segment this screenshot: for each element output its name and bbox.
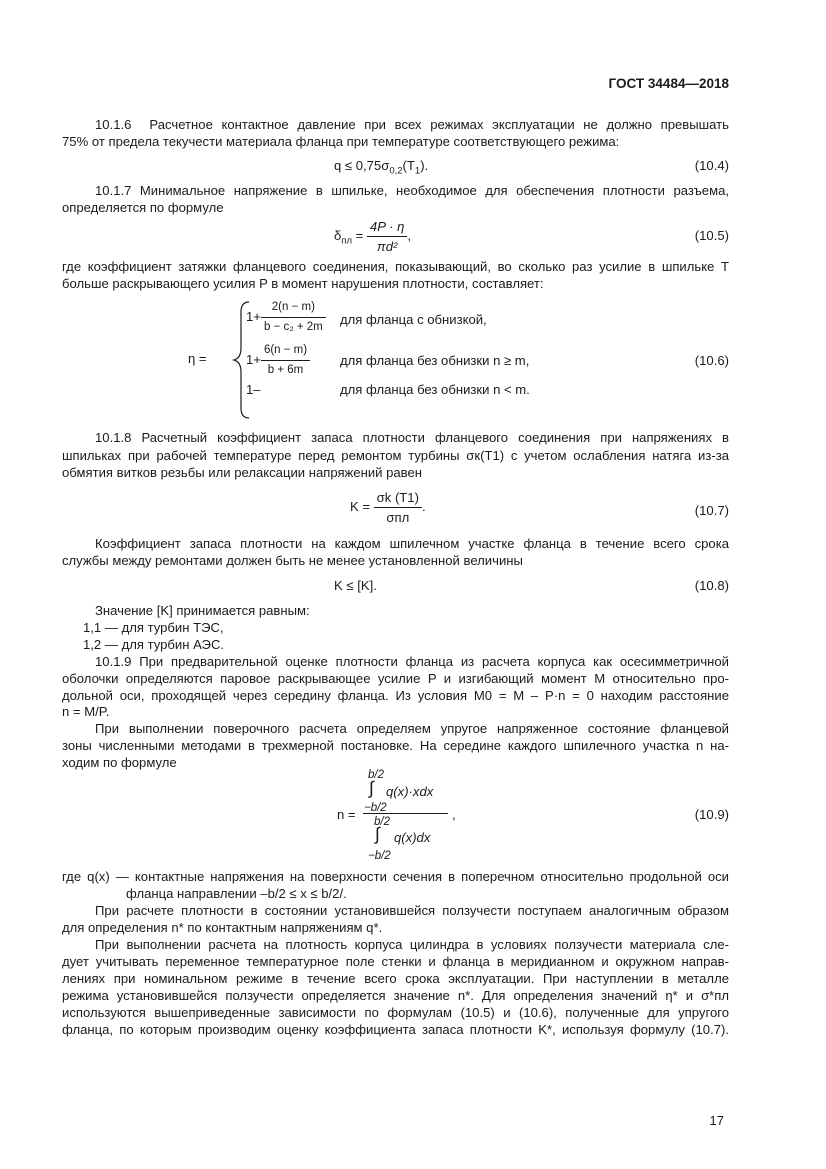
document-code: ГОСТ 34484—2018: [608, 76, 729, 91]
equation-10-6-lhs: η =: [188, 351, 207, 366]
para-creep-line2: для определения n* по контактным напряжениям q*.: [62, 920, 383, 935]
para-final-line3: лениях при номинальном режиме в течение всего срока эксплуатации. При наступлении в металле: [62, 971, 729, 986]
value-k-aes: 1,2 — для турбин АЭС.: [83, 637, 225, 652]
para-10-1-9-line3: дольной оси, проходящей через середину фланца. Из условия M0 = M – P·n = 0 находим расстояние: [62, 688, 729, 703]
equation-10-9-lhs: n =: [337, 807, 356, 822]
para-10-1-9-line4: n = M/P.: [62, 704, 110, 719]
integral2-body: q(x)dx: [394, 830, 431, 845]
equation-number-10-4: (10.4): [694, 158, 729, 173]
equation-10-6-case2: 1+ $\frac{6(n - m)}{b + 6m}$: [246, 342, 310, 379]
integral1-icon: ∫: [369, 778, 374, 798]
para-final-line6: фланца, по которым производим оценку коэффициента запаса плотности K*, используя формулу (10.7).: [62, 1022, 729, 1037]
equation-number-10-9: (10.9): [694, 807, 729, 822]
integral1-upper: b/2: [368, 769, 384, 781]
para-10-1-9-line2: оболочки определяются паровое раскрывающее усилие P и изгибающий момент M относительно про-: [62, 671, 729, 686]
integral2-upper: b/2: [374, 816, 390, 828]
para-where-line1: где коэффициент затяжки фланцевого соединения, показывающий, во сколько раз усилие в шпильке T: [62, 259, 729, 274]
value-k-intro: Значение [K] принимается равным:: [95, 603, 310, 618]
para-10-1-8-line1: 10.1.8 Расчетный коэффициент запаса плотности фланцевого соединения при напряжениях в: [95, 430, 729, 445]
para-check-line3: ходим по формуле: [62, 755, 177, 770]
para-check-line2: зоны численными методами в трехмерной постановке. На середине каждого шпилечного участка n на-: [62, 738, 729, 753]
para-check-line1: При выполнении поверочного расчета определяем упругое напряженное состояние фланцевой: [95, 721, 729, 736]
para-10-1-7-line2: определяется по формуле: [62, 200, 224, 215]
para-final-line5: используются вышеприведенные зависимости по формулам (10.5) и (10.6), полученные для упругого: [62, 1005, 729, 1020]
equation-10-8: K ≤ [K].: [334, 578, 377, 593]
equation-10-9-tail: ,: [452, 807, 456, 822]
equation-number-10-8: (10.8): [694, 578, 729, 593]
equation-10-6-cond3: для фланца без обнизки n < m.: [340, 382, 530, 397]
para-final-line2: дует учитывать переменное температурное поле стенки и фланца в меридианном и окружном направ-: [62, 954, 729, 969]
equation-number-10-7: (10.7): [694, 503, 729, 518]
para-10-1-9-line1: 10.1.9 При предварительной оценке плотности фланца из расчета корпуса как осесимметричной: [95, 654, 729, 669]
para-qx-line1: где q(x) — контактные напряжения на поверхности сечения в поперечном относительно продольной оси: [62, 869, 729, 884]
para-final-line4: режима установившейся ползучести определяется значение n*. Для определения значений η* и σ*пл: [62, 988, 729, 1003]
para-10-1-6-line1: 10.1.6 Расчетное контактное давление при всех режимах эксплуатации не должно превышать: [95, 117, 729, 132]
para-qx-line2: фланца направлении –b/2 ≤ x ≤ b/2/.: [126, 886, 347, 901]
equation-10-6-cond2: для фланца без обнизки n ≥ m,: [340, 353, 530, 368]
equation-10-5: $\delta_{пл}$ = $\frac{4P \cdot \eta}{\text{πd²}}$ ,: [334, 219, 411, 254]
para-10-1-8-line3: обмятия витков резьбы или релаксации напряжений равен: [62, 465, 422, 480]
integral2-lower: −b/2: [368, 850, 391, 862]
para-margin-line2: службы между ремонтами должен быть не менее установленной величины: [62, 553, 523, 568]
integral1-lower: −b/2: [364, 802, 387, 814]
para-10-1-8-line2: шпильках при рабочей температуре перед ремонтом турбины σк(T1) с учетом ослабления натяга из-за: [62, 448, 729, 463]
para-10-1-6-line2: 75% от предела текучести материала фланца при температуре соответствующего режима:: [62, 134, 620, 149]
page-number: 17: [709, 1113, 724, 1128]
para-margin-line1: Коэффициент запаса плотности на каждом шпилечном участке фланца в течение всего срока: [95, 536, 729, 551]
integral1-body: q(x)·xdx: [386, 784, 434, 799]
integral2-icon: ∫: [375, 824, 380, 844]
equation-10-4: $q \le 0,75\sigma_{0,2}(T_1)$.: [334, 158, 429, 177]
para-final-line1: При выполнении расчета на плотность корпуса цилиндра в условиях ползучести материала сле-: [95, 937, 729, 952]
para-10-1-7-line1: 10.1.7 Минимальное напряжение в шпильке, необходимое для обеспечения плотности разъема,: [95, 183, 729, 198]
equation-10-6-case1: 1+ $\frac{2(n - m)}{\text{b − c₂ + 2m}}$: [246, 299, 326, 336]
equation-number-10-6: (10.6): [694, 353, 729, 368]
equation-10-6-cond1: для фланца с обнизкой,: [340, 312, 487, 327]
equation-number-10-5: (10.5): [694, 228, 729, 243]
para-creep-line1: При расчете плотности в состоянии установившейся ползучести поступаем аналогичным образом: [95, 903, 729, 918]
value-k-tes: 1,1 — для турбин ТЭС,: [83, 620, 224, 635]
para-where-line2: больше раскрывающего усилия P в момент нарушения плотности, составляет:: [62, 276, 544, 291]
equation-10-6-case3: 1–: [246, 382, 261, 397]
equation-10-7: K = $\frac{\sigma k (T1)}{\text{σпл}}$ .: [350, 490, 426, 525]
